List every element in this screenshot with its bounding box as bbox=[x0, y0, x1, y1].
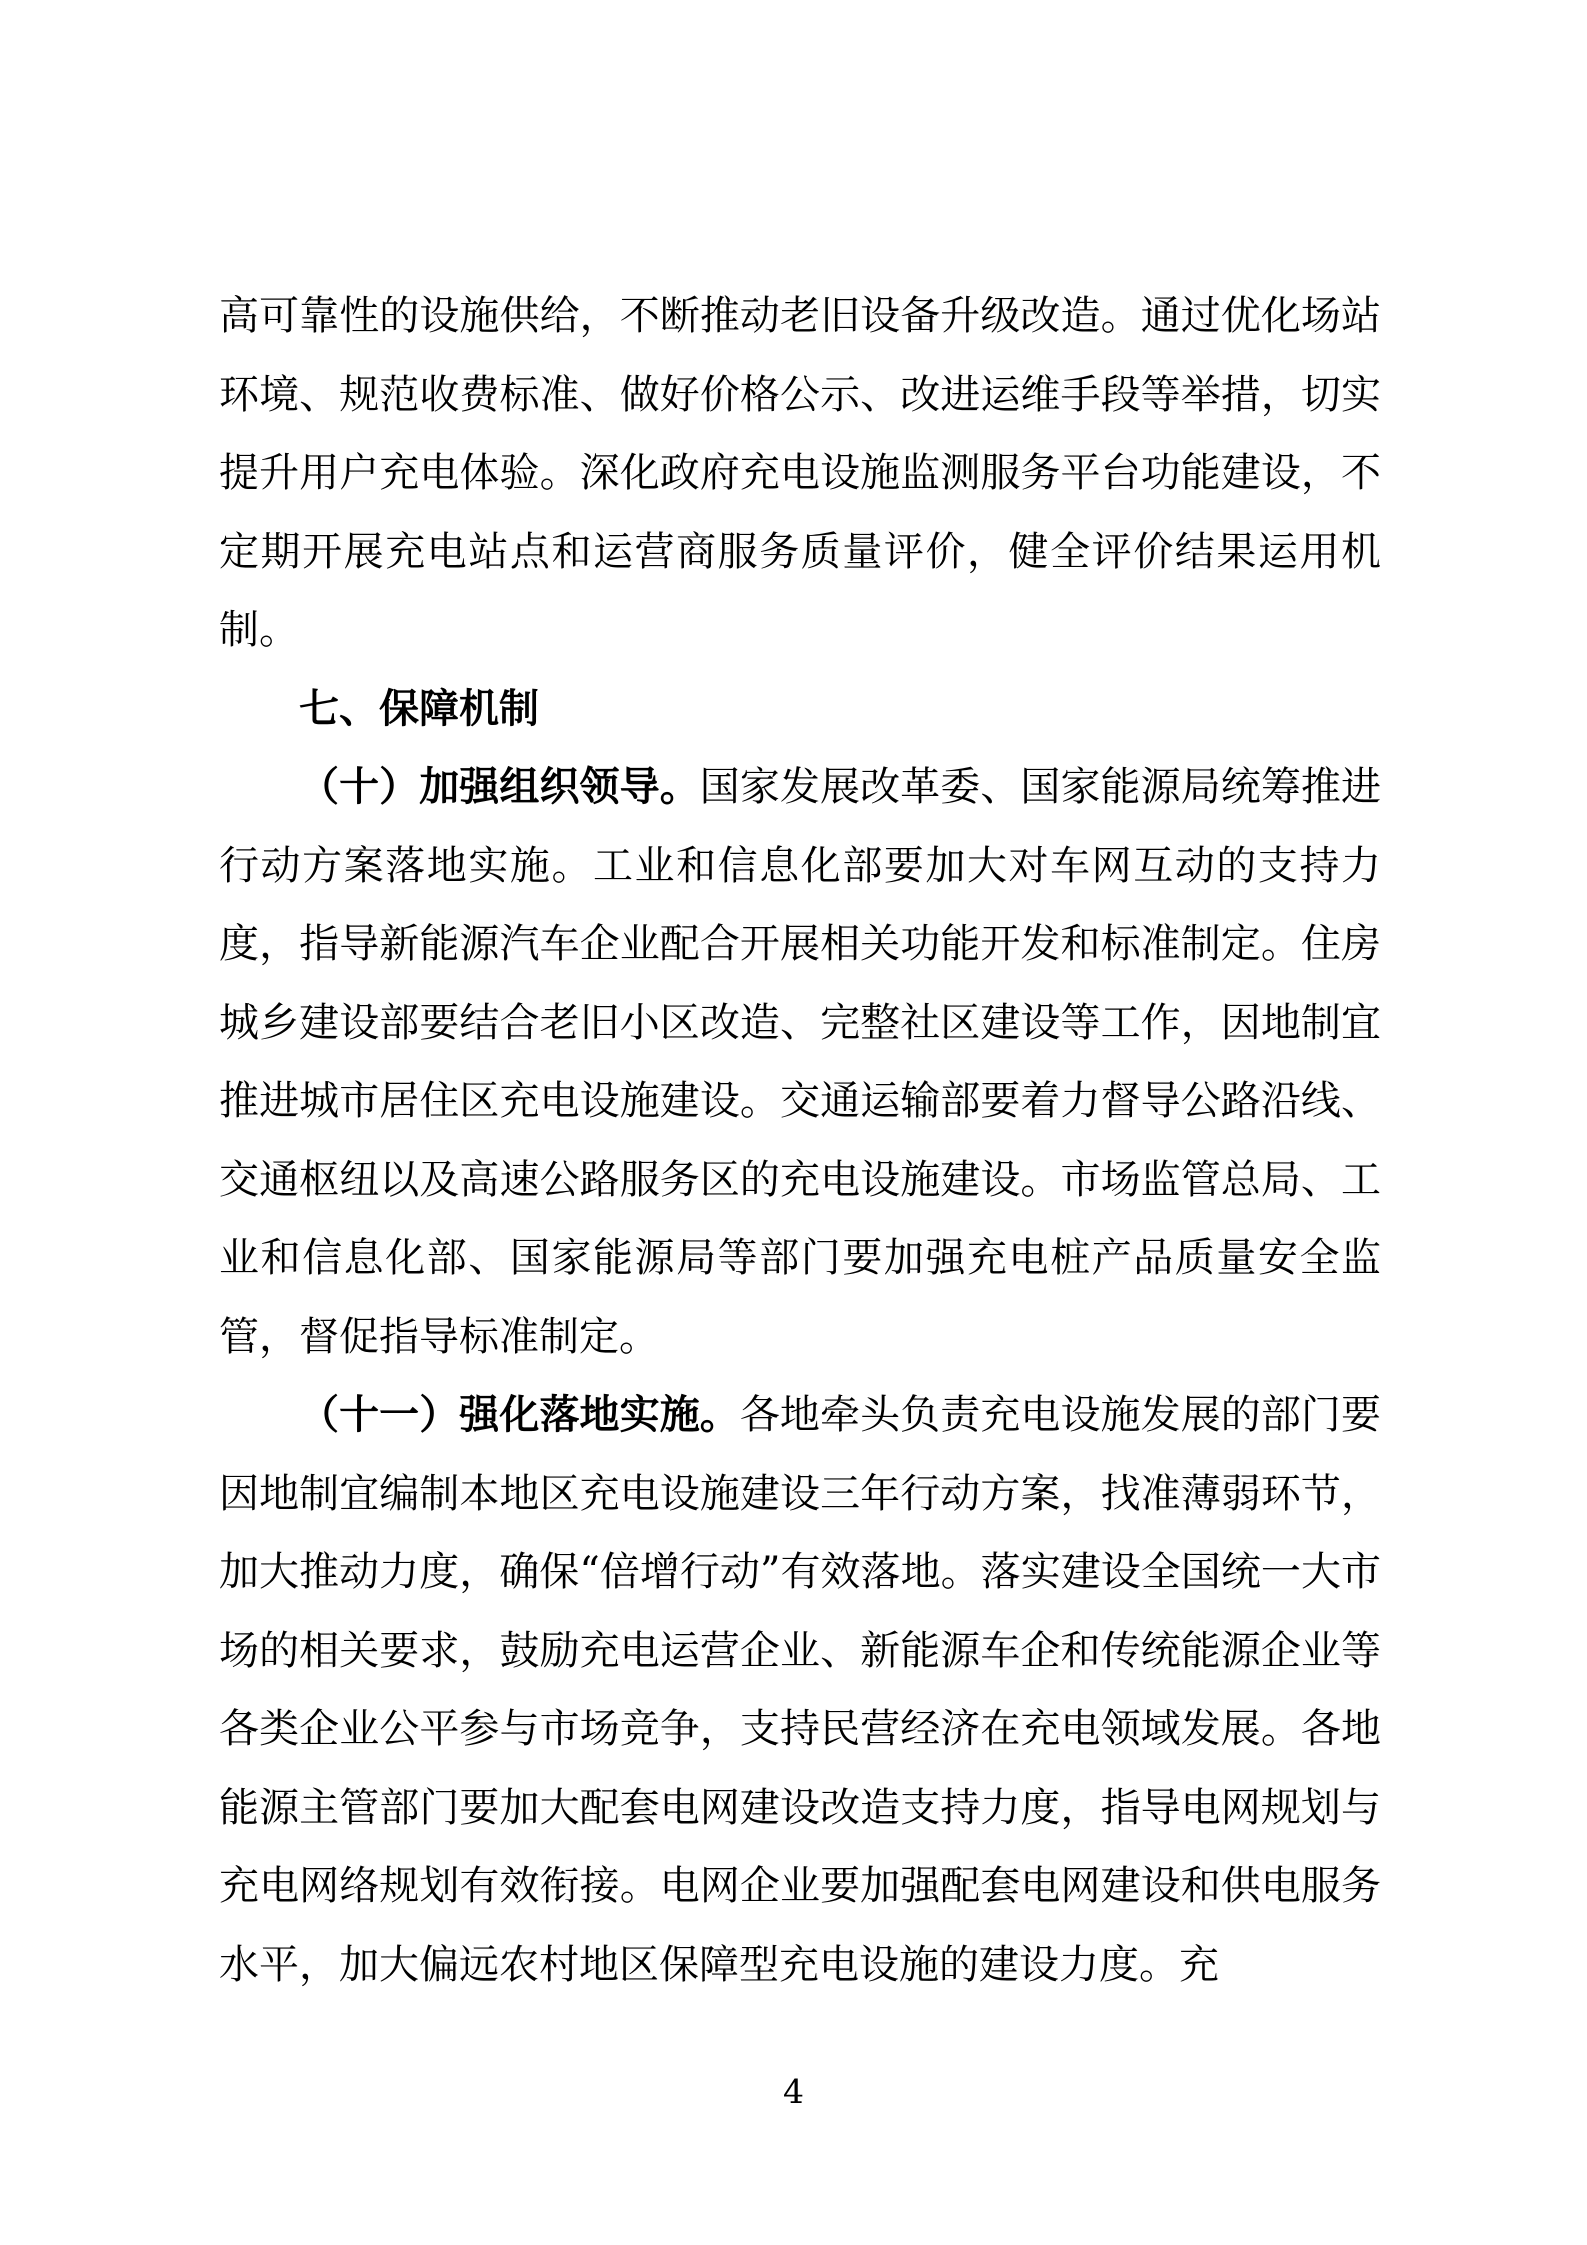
document-body bbox=[219, 277, 1381, 2004]
paragraph-lead: （十一）强化落地实施。 bbox=[299, 1391, 740, 1438]
paragraph: （十一）强化落地实施。各地牵头负责充电设施发展的部门要因地制宜编制本地区充电设施建设三年行动方案，找准薄弱环节，加大推动力度，确保“倍增行动”有效落地。落实建设全国统一大市场的相关要求，鼓励充电运营企业、新能源车企和传统能源企业等各类企业公平参与市场竞争，支持民营经济在充电领域发展。各地能源主管部门要加大配套电网建设改造支持力度，指导电网规划与充电网络规划有效衔接。电网企业要加强配套电网建设和供电服务水平，加大偏远农村地区保障型充电设施的建设力度。充 bbox=[219, 1391, 1382, 1988]
paragraph: （十）加强组织领导。国家发展改革委、国家能源局统筹推进行动方案落地实施。工业和信息化部要加大对车网互动的支持力度，指导新能源汽车企业配合开展相关功能开发和标准制定。住房城乡建设部要结合老旧小区改造、完整社区建设等工作，因地制宜推进城市居住区充电设施建设。交通运输部要着力督导公路沿线、交通枢纽以及高速公路服务区的充电设施建设。市场监管总局、工业和信息化部、国家能源局等部门要加强充电桩产品质量安全监管，督促指导标准制定。 bbox=[219, 763, 1382, 1360]
page-number: 4 bbox=[783, 2072, 804, 2111]
section-heading: 七、保障机制 bbox=[299, 685, 539, 732]
paragraph-lead: （十）加强组织领导。 bbox=[299, 763, 700, 810]
paragraph-continuation: 高可靠性的设施供给，不断推动老旧设备升级改造。通过优化场站环境、规范收费标准、做好价格公示、改进运维手段等举措，切实提升用户充电体验。深化政府充电设施监测服务平台功能建设，不定期开展充电站点和运营商服务质量评价，健全评价结果运用机制。 bbox=[219, 293, 1381, 653]
